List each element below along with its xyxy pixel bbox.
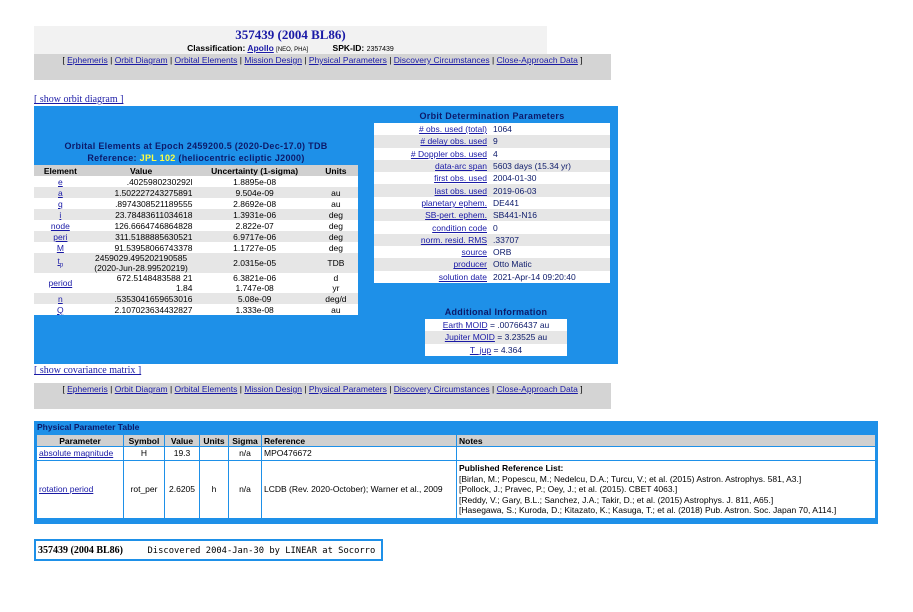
classification-label: Classification:: [187, 43, 246, 53]
param-link[interactable]: condition code: [432, 222, 487, 233]
param-link[interactable]: planetary ephem.: [421, 197, 487, 208]
param-link[interactable]: data-arc span: [435, 161, 487, 172]
element-link[interactable]: Q: [57, 304, 64, 315]
element-link[interactable]: n: [58, 293, 63, 304]
additional-info-section: [425, 306, 567, 356]
bottom-nav-bar: [ Ephemeris | Orbit Diagram | Orbital Elements | Mission Design | Physical Parameters | Discovery Circumstances | Close-Approach Data ]: [34, 383, 611, 409]
additional-info-table: [425, 319, 567, 356]
element-cell: [34, 198, 87, 209]
uncertainty-text: 2.0315e-05: [233, 258, 277, 268]
table-row: [425, 331, 567, 343]
units-cell: [200, 447, 229, 461]
param-value: 0: [493, 222, 498, 233]
element-link[interactable]: period: [48, 278, 73, 288]
nav-mission-design[interactable]: Mission Design: [244, 55, 302, 65]
param-link[interactable]: SB-pert. ephem.: [425, 210, 487, 221]
param-link[interactable]: last obs. used: [434, 185, 487, 196]
uncertainty-cell: [195, 304, 313, 315]
table-row: [374, 135, 610, 147]
table-row: [34, 273, 358, 293]
units-text: au: [331, 198, 341, 209]
orbit-determination-title: Orbit Determination Parameters: [419, 111, 565, 121]
table-row: [34, 253, 358, 273]
units-cell: [314, 293, 358, 304]
nav-close-approach[interactable]: Close-Approach Data: [496, 384, 578, 394]
units-text: deg: [328, 231, 343, 242]
value-text: 2459029.495202190585: [94, 253, 188, 263]
units-text: deg: [328, 209, 343, 220]
element-cell: [34, 176, 87, 187]
nav-close-approach[interactable]: Close-Approach Data: [496, 55, 578, 65]
value-text-2: (2020-Jun-28.99520219): [94, 263, 188, 273]
value-text: 23.78483611034618: [115, 209, 193, 220]
value-text: .4025980230292l: [126, 176, 193, 187]
info-value: = 4.364: [491, 344, 523, 355]
symbol-cell: H: [124, 447, 165, 461]
uncertainty-text: 1.3931e-06: [233, 209, 277, 220]
units-cell: [314, 220, 358, 231]
info-link[interactable]: Earth MOID: [442, 320, 488, 331]
value-cell: [87, 176, 196, 187]
units-text-2: yr: [332, 283, 340, 293]
reference-label: Reference:: [87, 153, 140, 163]
param-link[interactable]: producer: [453, 259, 487, 270]
value-cell: [87, 293, 196, 304]
uncertainty-cell: [195, 187, 313, 198]
uncertainty-text: 1.333e-08: [235, 304, 274, 315]
param-link[interactable]: # obs. used (total): [418, 124, 487, 135]
spk-label: SPK-ID:: [332, 43, 365, 53]
value-cell: [87, 209, 196, 220]
value-text: 311.5188885630521: [115, 231, 193, 242]
col-value: Value: [165, 435, 200, 447]
table-row: [374, 234, 610, 246]
discovery-box: [34, 539, 383, 561]
table-row: [374, 246, 610, 258]
discovery-text: Discovered 2004-Jan-30 by LINEAR at Socorro: [147, 546, 376, 556]
object-header: [34, 26, 547, 54]
value-text: 672.5148483588 21: [116, 273, 193, 283]
nav-orbital-elements[interactable]: Orbital Elements: [174, 384, 238, 394]
notes-cell: [457, 447, 876, 461]
table-row: [34, 242, 358, 253]
table-row: [425, 319, 567, 331]
table-row: [34, 198, 358, 209]
table-row: [374, 172, 610, 184]
col-notes: Notes: [457, 435, 876, 447]
units-cell: [314, 304, 358, 315]
units-text: d: [333, 273, 339, 283]
param-link[interactable]: # delay obs. used: [420, 136, 487, 147]
info-link[interactable]: Jupiter MOID: [444, 332, 495, 343]
show-orbit-diagram-link[interactable]: [ show orbit diagram ]: [34, 94, 124, 105]
element-cell: [34, 187, 87, 198]
value-text: .8974308521189555: [115, 198, 193, 209]
units-text: deg: [328, 220, 343, 231]
table-row: [34, 293, 358, 304]
uncertainty-text: 1.8895e-08: [233, 176, 277, 187]
value-cell: [87, 231, 196, 242]
value-cell: [87, 253, 196, 273]
units-cell: [314, 231, 358, 242]
info-value: = 3.23525 au: [494, 332, 548, 343]
table-row: [425, 344, 567, 356]
orbital-elements-reference: [34, 152, 358, 164]
param-link[interactable]: norm. resid. RMS: [420, 234, 487, 245]
param-value: 5603 days (15.34 yr): [490, 160, 610, 172]
param-link[interactable]: first obs. used: [434, 173, 487, 184]
sigma-cell: n/a: [229, 447, 262, 461]
orbital-elements-title: Orbital Elements at Epoch 2459200.5 (2020-Dec-17.0) TDB: [64, 141, 328, 151]
physical-parameter-table: [36, 434, 876, 519]
element-link[interactable]: peri: [53, 231, 68, 242]
table-row: [374, 258, 610, 270]
value-text: 1.502227243275891: [114, 187, 193, 198]
col-symbol: Symbol: [124, 435, 165, 447]
table-row: [374, 209, 610, 221]
value-cell: 19.3: [165, 447, 200, 461]
physical-parameter-title: Physical Parameter Table: [37, 422, 140, 432]
classification-tags: [NEO, PHA]: [276, 47, 309, 53]
uncertainty-text: 5.08e-09: [237, 293, 272, 304]
units-text: TDB: [327, 258, 345, 268]
uncertainty-cell: [195, 293, 313, 304]
orbital-elements-table: [34, 165, 358, 315]
table-row: [37, 447, 876, 461]
element-link[interactable]: M: [56, 242, 64, 253]
value-cell: 2.6205: [165, 461, 200, 519]
col-units: Units: [200, 435, 229, 447]
element-cell: [34, 253, 87, 273]
units-cell: [314, 176, 358, 187]
param-value: 2019-06-03: [490, 184, 610, 196]
param-value: .33707: [490, 234, 610, 246]
element-link[interactable]: i: [59, 209, 62, 220]
orbit-determination-table: [374, 123, 610, 283]
uncertainty-cell: [195, 242, 313, 253]
element-cell: [34, 242, 87, 253]
reference-cell: LCDB (Rev. 2020-October); Warner et al., 2009: [262, 461, 457, 519]
value-text: 91.53958066743378: [114, 242, 193, 253]
uncertainty-text: 1.1727e-05: [233, 242, 277, 253]
nav-physical-parameters[interactable]: Physical Parameters: [308, 55, 387, 65]
element-link[interactable]: node: [50, 220, 70, 231]
table-row: [374, 184, 610, 196]
element-cell: [34, 304, 87, 315]
col-element: Element: [34, 165, 87, 176]
uncertainty-cell: [195, 220, 313, 231]
value-text: 2.107023634432827: [114, 304, 193, 315]
param-link[interactable]: rotation period: [39, 484, 94, 495]
additional-info-title: Additional Information: [444, 307, 548, 317]
uncertainty-cell: [195, 273, 313, 293]
element-cell: [34, 273, 87, 293]
table-row: [34, 209, 358, 220]
element-link[interactable]: e: [58, 176, 63, 187]
reference-cell: MPO476672: [262, 447, 457, 461]
param-value: SB441-N16: [490, 209, 610, 221]
value-text-2: 1.84: [175, 283, 193, 293]
param-link[interactable]: absolute magnitude: [39, 448, 114, 459]
table-row: [34, 176, 358, 187]
value-text: .5353041659653016: [114, 293, 193, 304]
nav-discovery-circumstances[interactable]: Discovery Circumstances: [393, 55, 490, 65]
units-cell: h: [200, 461, 229, 519]
param-value: 2021-Apr-14 09:20:40: [493, 271, 576, 282]
table-row: [37, 461, 876, 519]
param-value: 9: [490, 135, 610, 147]
notes-title: Published Reference List:: [459, 463, 564, 474]
orbit-panel: [34, 106, 618, 364]
element-cell: [34, 220, 87, 231]
nav-mission-design[interactable]: Mission Design: [244, 384, 302, 394]
uncertainty-text-2: 1.747e-08: [235, 283, 274, 293]
table-row: [374, 160, 610, 172]
table-row: [374, 271, 610, 283]
element-cell: [34, 209, 87, 220]
units-cell: [314, 273, 358, 293]
symbol-cell: rot_per: [124, 461, 165, 519]
units-text: deg: [328, 242, 343, 253]
param-value: DE441: [493, 197, 519, 208]
table-row: [34, 304, 358, 315]
col-parameter: Parameter: [37, 435, 124, 447]
uncertainty-text: 2.8692e-08: [233, 198, 277, 209]
param-link[interactable]: source: [461, 247, 487, 258]
table-row: [34, 231, 358, 242]
param-link[interactable]: # Doppler obs. used: [410, 148, 487, 159]
reference-suffix: (heliocentric ecliptic J2000): [175, 153, 305, 163]
nav-orbital-elements[interactable]: Orbital Elements: [174, 55, 238, 65]
table-row: [34, 187, 358, 198]
value-cell: [87, 273, 196, 293]
units-cell: [314, 187, 358, 198]
note-line: [Pollock, J.; Pravec, P.; Oey, J.; et al. (2015). CBET 4063.]: [459, 484, 678, 495]
units-cell: [314, 198, 358, 209]
nav-physical-parameters[interactable]: Physical Parameters: [308, 384, 387, 394]
element-link[interactable]: $t_p$: [57, 255, 64, 269]
object-title: 357439 (2004 BL86): [235, 27, 346, 42]
orbit-determination-section: [374, 111, 610, 282]
uncertainty-cell: [195, 198, 313, 209]
param-value: ORB: [493, 247, 512, 258]
units-text: au: [331, 304, 341, 315]
units-cell: [314, 242, 358, 253]
spk-value: 2357439: [366, 46, 394, 53]
uncertainty-cell: [195, 176, 313, 187]
units-text: au: [331, 187, 341, 198]
table-row: [374, 221, 610, 233]
nav-orbit-diagram[interactable]: Orbit Diagram: [114, 384, 168, 394]
uncertainty-cell: [195, 231, 313, 242]
discovery-object-name: 357439 (2004 BL86): [38, 545, 123, 556]
nav-ephemeris[interactable]: Ephemeris: [67, 55, 108, 65]
units-cell: [314, 253, 358, 273]
element-link-sub: p: [59, 262, 64, 269]
info-value: = .00766437 au: [487, 320, 550, 331]
col-value: Value: [87, 165, 196, 176]
uncertainty-text: 6.3821e-06: [233, 273, 277, 283]
element-link[interactable]: q: [58, 198, 63, 209]
note-line: [Hasegawa, S.; Kuroda, D.; Kitazato, K.; Kasuga, T.; et al. (2018) Pub. Astron. Soc. Japan 70, A114.]: [459, 505, 837, 516]
uncertainty-cell: [195, 253, 313, 273]
value-cell: [87, 304, 196, 315]
classification-link[interactable]: Apollo: [247, 43, 274, 53]
sigma-cell: n/a: [229, 461, 262, 519]
value-cell: [87, 187, 196, 198]
value-text: 126.6664746864828: [114, 220, 193, 231]
param-value: 2004-01-30: [493, 173, 537, 184]
col-units: Units: [314, 165, 358, 176]
table-row: [374, 197, 610, 209]
notes-cell: [457, 461, 876, 519]
table-row: [374, 148, 610, 160]
param-value: 4: [493, 148, 498, 159]
element-link[interactable]: a: [58, 187, 63, 198]
table-row: [374, 123, 610, 135]
value-cell: [87, 220, 196, 231]
element-cell: [34, 231, 87, 242]
param-value: Otto Matic: [490, 258, 610, 270]
show-covariance-link[interactable]: [ show covariance matrix ]: [34, 365, 142, 376]
units-cell: [314, 209, 358, 220]
uncertainty-text: 6.9717e-06: [233, 231, 277, 242]
nav-discovery-circumstances[interactable]: Discovery Circumstances: [393, 384, 490, 394]
value-cell: [87, 198, 196, 209]
param-value: 1064: [493, 124, 512, 135]
table-row: [34, 220, 358, 231]
orbital-elements-section: [34, 140, 358, 164]
nav-orbit-diagram[interactable]: Orbit Diagram: [114, 55, 168, 65]
reference-value: JPL 102: [139, 153, 176, 163]
info-link[interactable]: T_jup: [469, 344, 492, 355]
uncertainty-cell: [195, 209, 313, 220]
uncertainty-text: 2.822e-07: [235, 220, 274, 231]
col-uncertainty: Uncertainty (1-sigma): [195, 165, 313, 176]
nav-ephemeris[interactable]: Ephemeris: [67, 384, 108, 394]
top-nav-bar: [ Ephemeris | Orbit Diagram | Orbital Elements | Mission Design | Physical Parameters | Discovery Circumstances | Close-Approach Data ]: [34, 54, 611, 80]
units-text: deg/d: [325, 293, 347, 304]
element-cell: [34, 293, 87, 304]
col-reference: Reference: [262, 435, 457, 447]
uncertainty-text: 9.504e-09: [235, 187, 274, 198]
physical-parameter-section: [34, 421, 878, 524]
value-cell: [87, 242, 196, 253]
col-sigma: Sigma: [229, 435, 262, 447]
param-link[interactable]: solution date: [438, 271, 487, 282]
note-line: [Reddy, V.; Gary, B.L.; Sanchez, J.A.; Takir, D.; et al. (2015) Astrophys. J. 811, A65.]: [459, 494, 774, 505]
note-line: [Birlan, M.; Popescu, M.; Nedelcu, D.A.; Turcu, V.; et al. (2015) Astron. Astrophys. 581, A3.]: [459, 473, 802, 484]
